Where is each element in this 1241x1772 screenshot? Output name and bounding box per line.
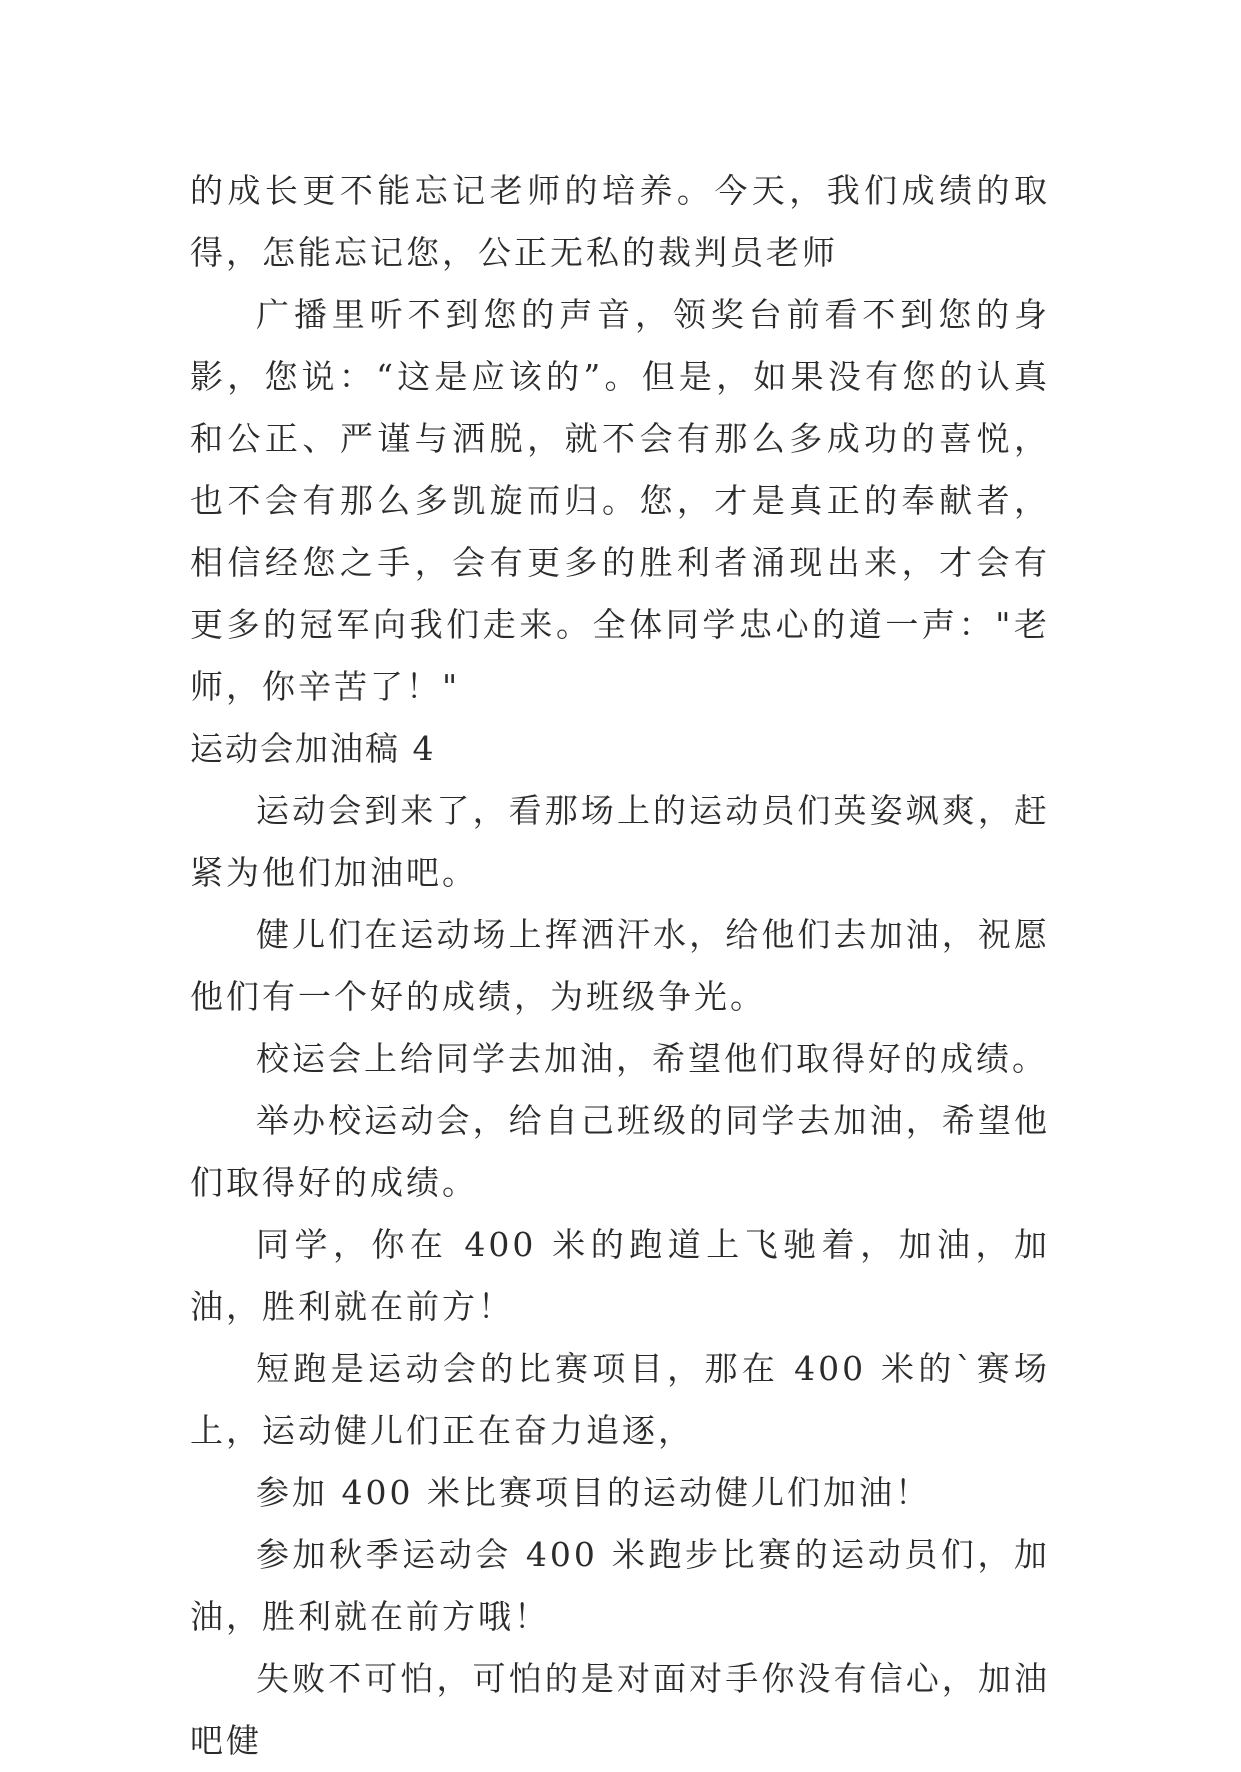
paragraph: 举办校运动会，给自己班级的同学去加油，希望他们取得好的成绩。 bbox=[190, 1101, 1050, 1202]
section-heading: 运动会加油稿 4 bbox=[190, 729, 436, 768]
paragraph: 参加 400 米比赛项目的运动健儿们加油！ bbox=[256, 1473, 931, 1512]
paragraph: 短跑是运动会的比赛项目，那在 400 米的`赛场上，运动健儿们正在奋力追逐， bbox=[190, 1349, 1050, 1450]
paragraph: 校运会上给同学去加油，希望他们取得好的成绩。 bbox=[256, 1039, 1048, 1078]
paragraph-referee-tribute: 广播里听不到您的声音，领奖台前看不到您的身影，您说：“这是应该的”。但是，如果没有您的认真和公正、严谨与洒脱，就不会有那么多成功的喜悦，也不会有那么多凯旋而归。您，才是真正的奉献者，相信经您之手，会有更多的胜利者涌现出来，才会有更多的冠军向我们走来。全体同学忠心的道一声："老师，你辛苦了！" bbox=[190, 295, 1050, 706]
document-body bbox=[190, 160, 1050, 1772]
paragraph: 健儿们在运动场上挥洒汗水，给他们去加油，祝愿他们有一个好的成绩，为班级争光。 bbox=[190, 915, 1050, 1016]
paragraph: 运动会到来了，看那场上的运动员们英姿飒爽，赶紧为他们加油吧。 bbox=[190, 791, 1050, 892]
paragraph-continuation: 的成长更不能忘记老师的培养。今天，我们成绩的取得，怎能忘记您，公正无私的裁判员老师 bbox=[190, 171, 1050, 272]
paragraph: 参加秋季运动会 400 米跑步比赛的运动员们，加油，胜利就在前方哦！ bbox=[190, 1535, 1050, 1636]
paragraph: 同学，你在 400 米的跑道上飞驰着，加油，加油，胜利就在前方！ bbox=[190, 1225, 1050, 1326]
paragraph-last: 失败不可怕，可怕的是对面对手你没有信心，加油吧健 bbox=[190, 1659, 1050, 1760]
